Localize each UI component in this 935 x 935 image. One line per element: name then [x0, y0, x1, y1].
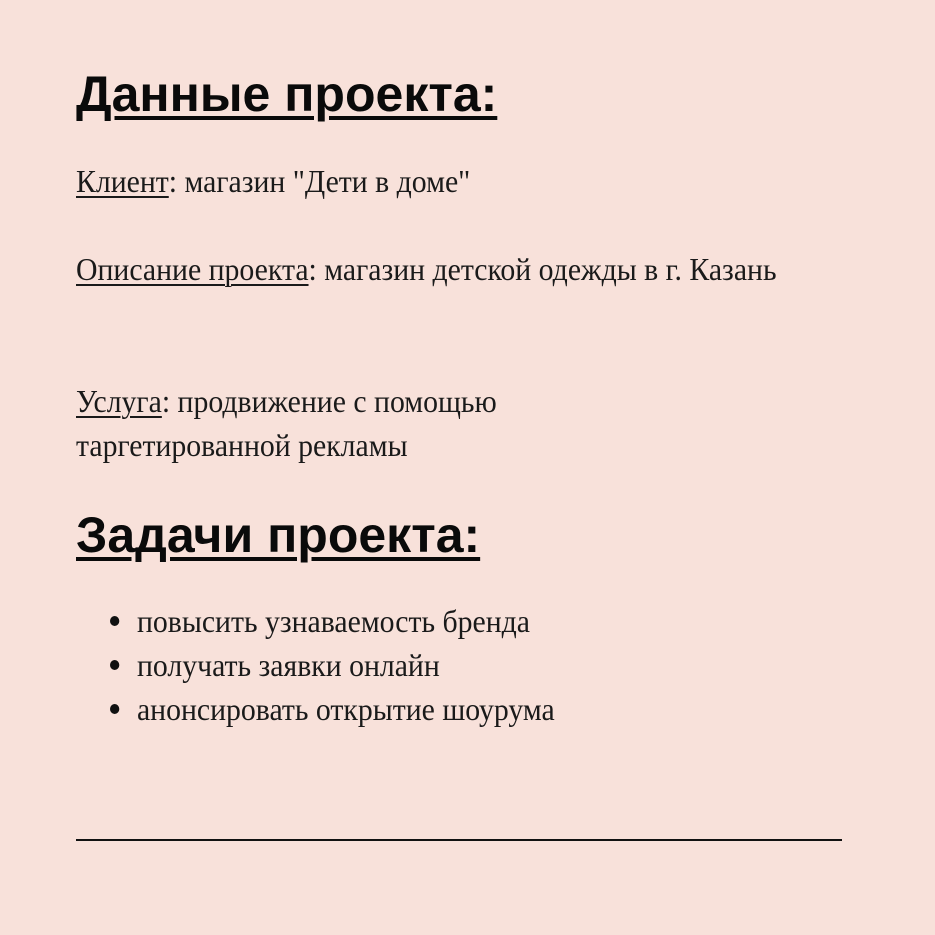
- task-text: анонсировать открытие шоурума: [136, 691, 555, 727]
- bullet-icon: [110, 616, 119, 626]
- service-value: продвижение с помощью таргетированной рекламы: [76, 383, 497, 463]
- task-text: повысить узнаваемость бренда: [136, 603, 531, 639]
- service-line: [76, 379, 597, 467]
- task-list: [110, 599, 555, 731]
- description-label: Описание проекта: [76, 251, 309, 287]
- service-label: Услуга: [76, 383, 162, 419]
- task-text: получать заявки онлайн: [136, 647, 440, 683]
- list-item: [110, 643, 555, 687]
- description-value: магазин детской одежды в г. Казань: [316, 251, 777, 287]
- project-data-heading: Данные проекта:: [76, 66, 498, 122]
- bottom-divider: [76, 839, 842, 841]
- project-tasks-heading: Задачи проекта:: [76, 507, 481, 563]
- bullet-icon: [110, 660, 119, 670]
- description-line: [76, 247, 783, 291]
- client-label: Клиент: [76, 163, 169, 199]
- client-separator: :: [168, 163, 178, 199]
- description-separator: :: [308, 251, 317, 287]
- bullet-icon: [110, 704, 119, 714]
- client-value: магазин "Дети в доме": [177, 163, 471, 199]
- list-item: [110, 687, 555, 731]
- project-card: [76, 0, 856, 935]
- service-separator: :: [161, 383, 171, 419]
- client-line: [76, 159, 783, 203]
- list-item: [110, 599, 555, 643]
